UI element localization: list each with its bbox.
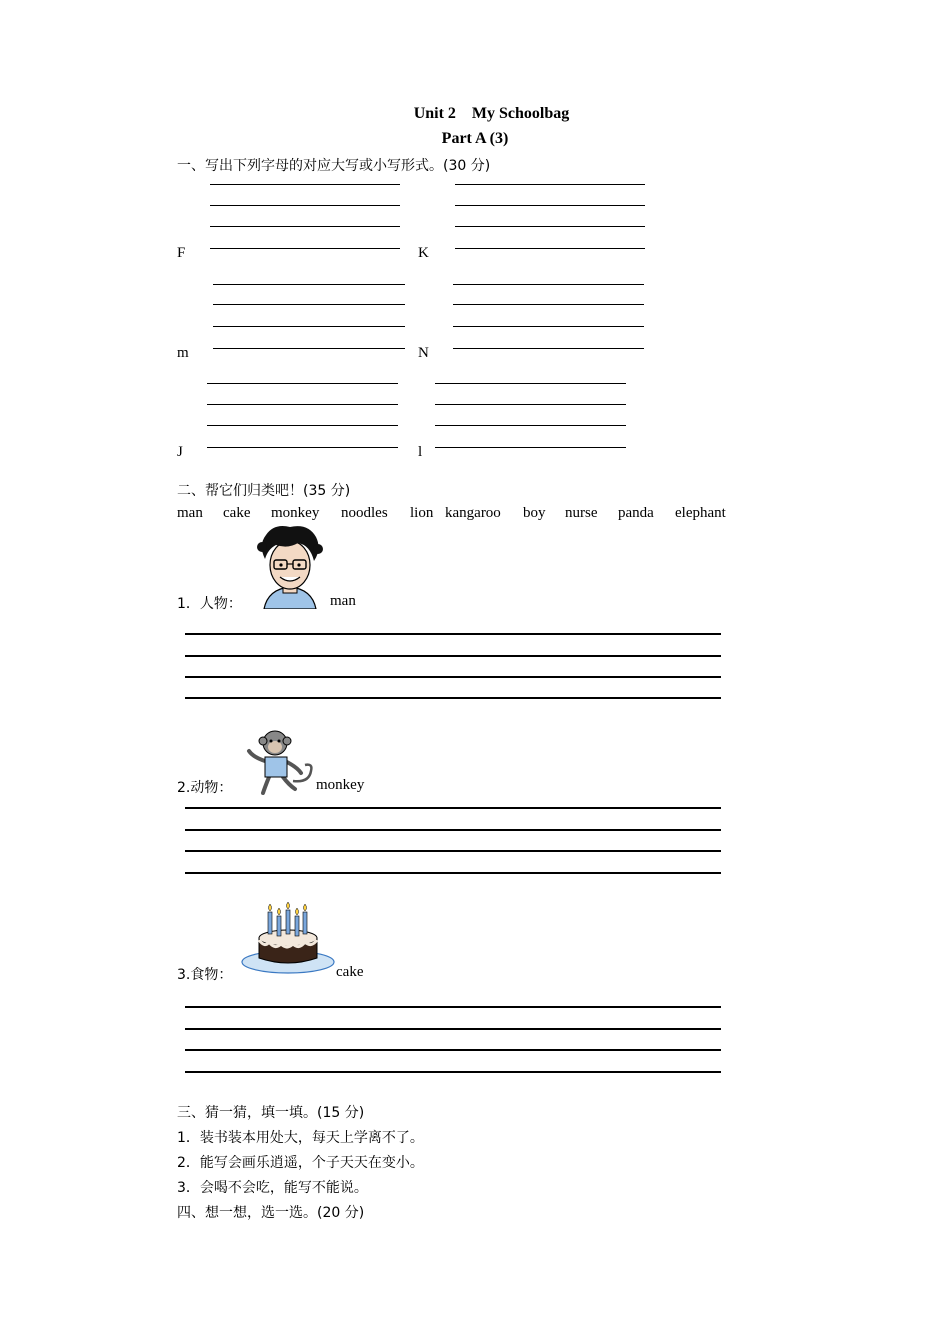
writing-line[interactable]: [213, 304, 405, 305]
category-label: 1．人物：: [177, 596, 242, 612]
writing-line[interactable]: [213, 348, 405, 349]
monkey-icon: [243, 725, 317, 795]
category-example: man: [330, 593, 356, 609]
writing-line[interactable]: [207, 425, 398, 426]
writing-line[interactable]: [453, 304, 644, 305]
writing-line[interactable]: [207, 447, 398, 448]
writing-line[interactable]: [435, 404, 626, 405]
answer-line[interactable]: [185, 655, 721, 657]
answer-line[interactable]: [185, 807, 721, 809]
riddle-item: 3．会喝不会吃，能写不能说。: [177, 1180, 368, 1196]
section3-heading: 三、猜一猜，填一填。(15 分): [177, 1105, 365, 1121]
word-item: panda: [618, 505, 654, 521]
writing-line[interactable]: [213, 284, 405, 285]
word-item: man: [177, 505, 203, 521]
page-title: Unit 2 My Schoolbag: [413, 105, 570, 122]
answer-line[interactable]: [185, 676, 721, 678]
word-item: elephant: [675, 505, 726, 521]
writing-line[interactable]: [455, 184, 645, 185]
man-with-glasses-icon: [250, 525, 330, 609]
word-item: noodles: [341, 505, 388, 521]
writing-line[interactable]: [453, 284, 644, 285]
writing-line[interactable]: [210, 248, 400, 249]
writing-line[interactable]: [207, 404, 398, 405]
answer-line[interactable]: [185, 829, 721, 831]
writing-line[interactable]: [455, 205, 645, 206]
word-item: boy: [523, 505, 546, 521]
writing-line[interactable]: [207, 383, 398, 384]
writing-line[interactable]: [453, 348, 644, 349]
letter-l: l: [418, 444, 423, 460]
category-example: monkey: [316, 777, 365, 793]
writing-line[interactable]: [210, 205, 400, 206]
category-label: 2.动物：: [177, 780, 233, 796]
answer-line[interactable]: [185, 1049, 721, 1051]
writing-line[interactable]: [453, 326, 644, 327]
writing-line[interactable]: [210, 184, 400, 185]
writing-line[interactable]: [210, 226, 400, 227]
answer-line[interactable]: [185, 1071, 721, 1073]
word-item: nurse: [565, 505, 598, 521]
birthday-cake-icon: [239, 898, 337, 976]
riddle-item: 2．能写会画乐逍遥，个子天天在变小。: [177, 1155, 424, 1171]
writing-line[interactable]: [213, 326, 405, 327]
answer-line[interactable]: [185, 1028, 721, 1030]
word-item: kangaroo: [445, 505, 501, 521]
letter-m: m: [177, 345, 189, 361]
letter-f: F: [177, 245, 186, 261]
writing-line[interactable]: [435, 383, 626, 384]
category-label: 3.食物：: [177, 967, 233, 983]
section4-heading: 四、想一想，选一选。(20 分): [177, 1205, 365, 1221]
letter-k: K: [418, 245, 429, 261]
category-example: cake: [336, 964, 364, 980]
writing-line[interactable]: [435, 447, 626, 448]
answer-line[interactable]: [185, 872, 721, 874]
letter-j: J: [177, 444, 183, 460]
writing-line[interactable]: [455, 248, 645, 249]
answer-line[interactable]: [185, 633, 721, 635]
letter-n: N: [418, 345, 429, 361]
word-item: monkey: [271, 505, 320, 521]
word-item: cake: [223, 505, 251, 521]
section2-heading: 二、帮它们归类吧！(35 分): [177, 483, 351, 499]
answer-line[interactable]: [185, 697, 721, 699]
section1-heading: 一、写出下列字母的对应大写或小写形式。(30 分): [177, 158, 491, 174]
word-item: lion: [410, 505, 434, 521]
answer-line[interactable]: [185, 850, 721, 852]
answer-line[interactable]: [185, 1006, 721, 1008]
riddle-item: 1．装书装本用处大，每天上学离不了。: [177, 1130, 424, 1146]
writing-line[interactable]: [455, 226, 645, 227]
page-subtitle: Part A (3): [441, 130, 509, 147]
writing-line[interactable]: [435, 425, 626, 426]
